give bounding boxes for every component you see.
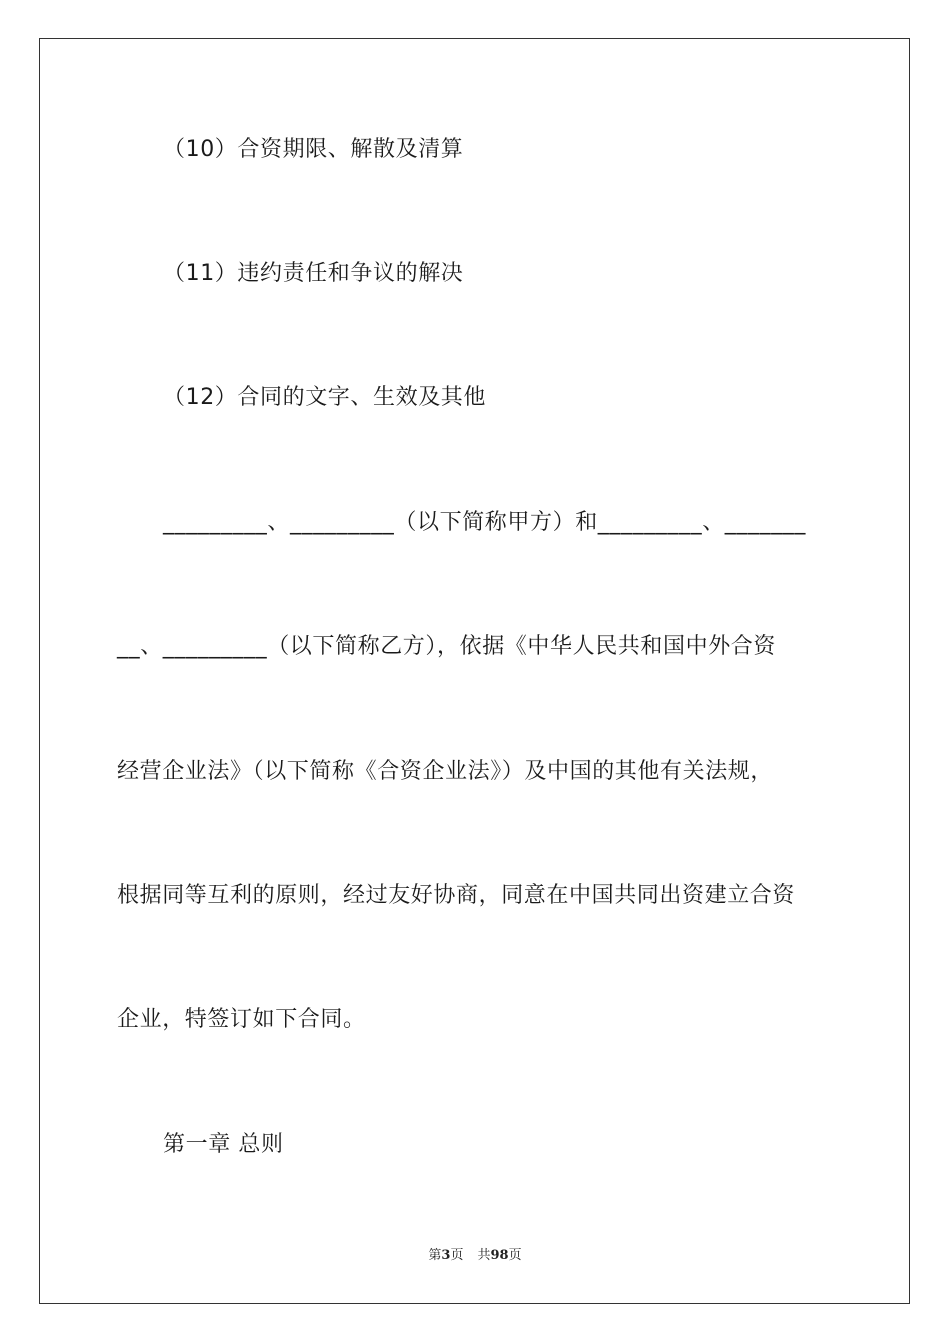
clause-12: （12）合同的文字、生效及其他: [163, 385, 486, 410]
preamble-line-2: __、_________（以下简称乙方），依据《中华人民共和国中外合资: [117, 634, 777, 659]
chapter-heading: 第一章 总则: [163, 1132, 284, 1157]
page-frame: [39, 38, 910, 1304]
preamble-line-1: _________、_________（以下简称甲方）和_________、_______: [163, 510, 807, 535]
footer-total-pages: 98: [490, 1248, 509, 1263]
footer-page-number: 3: [441, 1248, 451, 1263]
preamble-line-4: 根据同等互利的原则，经过友好协商，同意在中国共同出资建立合资: [117, 883, 796, 908]
preamble-line-5: 企业，特签订如下合同。: [117, 1007, 366, 1032]
preamble-line-3: 经营企业法》（以下简称《合资企业法》）及中国的其他有关法规，: [117, 759, 774, 784]
clause-11: （11）违约责任和争议的解决: [163, 261, 464, 286]
footer-total-suffix: 页: [508, 1248, 522, 1263]
clause-10: （10）合资期限、解散及清算: [163, 137, 464, 162]
footer-page-prefix: 第: [428, 1248, 442, 1263]
footer-page-suffix: 页: [450, 1248, 464, 1263]
page-footer: [0, 1247, 950, 1265]
footer-total-prefix: 共: [477, 1248, 491, 1263]
